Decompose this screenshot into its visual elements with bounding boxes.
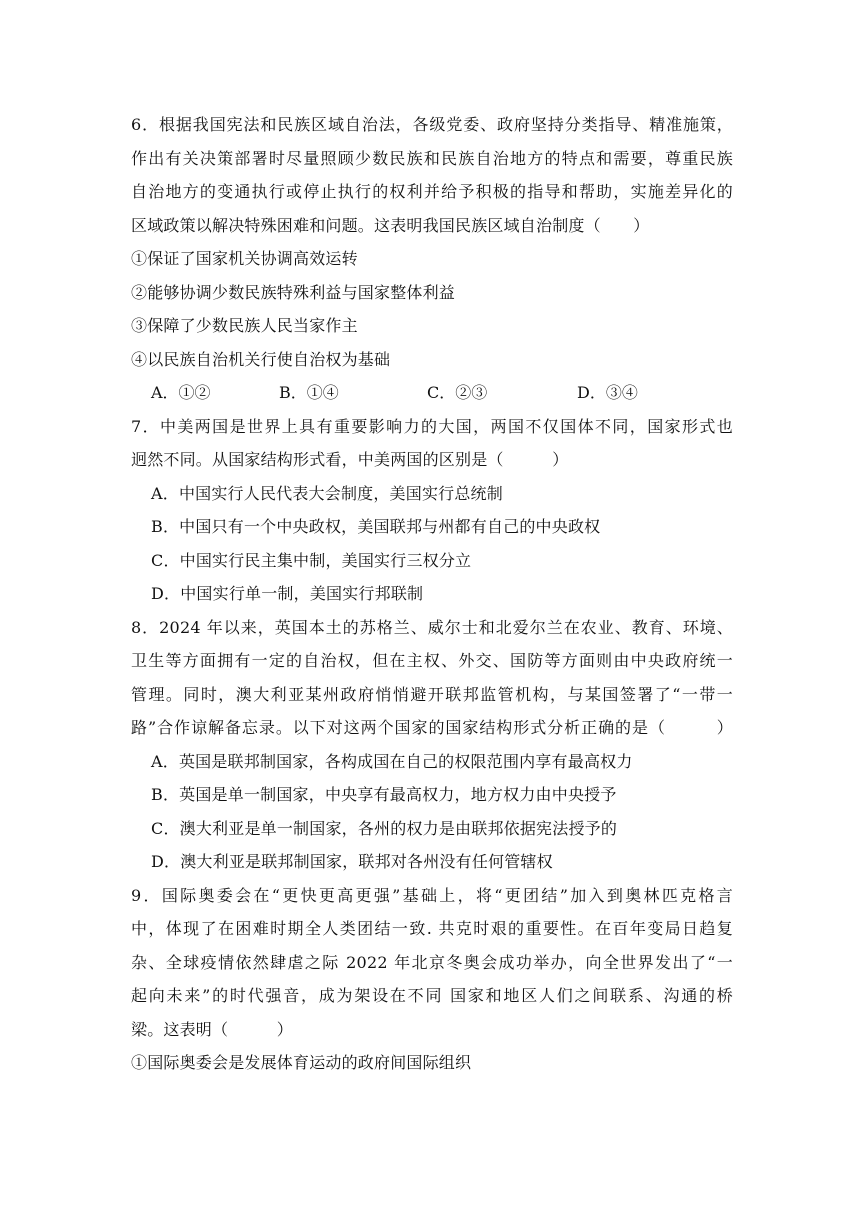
question-8-option-a: A．英国是联邦制国家，各构成国在自己的权限范围内享有最高权力 (151, 751, 633, 771)
question-7-option-c: C．中国实行民主集中制，美国实行三权分立 (151, 550, 472, 570)
question-6-options (131, 376, 733, 410)
question-6-statement-1: ①保证了国家机关协调高效运转 (131, 249, 358, 268)
question-8-stem-line: 卫生等方面拥有一定的自治权，但在主权、外交、国防等方面则由中央政府统一 (131, 651, 733, 670)
question-6-option-a: A．①② (151, 383, 211, 402)
question-6 (131, 108, 733, 410)
question-9-statement-1: ①国际奥委会是发展体育运动的政府间国际组织 (131, 1053, 472, 1072)
question-6-statement-4: ④以民族自治机关行使自治权为基础 (131, 349, 391, 369)
question-9-stem-line: 杂、全球疫情依然肆虐之际 2022 年北京冬奥会成功举办，向全世界发出了“一 (131, 952, 733, 972)
question-6-stem-line: 作出有关决策部署时尽量照顾少数民族和民族自治地方的特点和需要，尊重民族 (131, 148, 733, 168)
question-9-stem-line: 起向未来”的时代强音，成为架设在不同 国家和地区人们之间联系、沟通的桥 (131, 986, 733, 1005)
question-9-stem-line: 9．国际奥委会在“更快更高更强”基础上，将“更团结”加入到奥林匹克格言 (131, 885, 733, 905)
question-8 (131, 611, 733, 879)
question-7 (131, 410, 733, 611)
question-8-stem-line: 路”合作谅解备忘录。以下对这两个国家的国家结构形式分析正确的是（ ） (131, 718, 733, 737)
question-7-option-a: A．中国实行人民代表大会制度，美国实行总统制 (151, 483, 503, 503)
question-6-option-d: D．③④ (577, 383, 638, 402)
question-8-stem-line: 管理。同时，澳大利亚某州政府悄悄避开联邦监管机构，与某国签署了“一带一 (131, 684, 733, 704)
question-6-stem-line: 区域政策以解决特殊困难和问题。这表明我国民族区域自治制度（ ） (131, 215, 650, 235)
question-8-stem-line: 8．2024 年以来，英国本土的苏格兰、威尔士和北爱尔兰在农业、教育、环境、 (131, 617, 733, 637)
question-6-option-b: B．①④ (279, 383, 339, 402)
question-6-option-c: C．②③ (427, 383, 488, 402)
question-6-statement-3: ③保障了少数民族人民当家作主 (131, 316, 358, 335)
question-6-stem-line: 自治地方的变通执行或停止执行的权利并给予积极的指导和帮助，实施差异化的 (131, 182, 733, 201)
question-8-option-b: B．英国是单一制国家，中央享有最高权力，地方权力由中央授予 (151, 785, 617, 804)
question-8-option-c: C．澳大利亚是单一制国家，各州的权力是由联邦依据宪法授予的 (151, 818, 618, 838)
question-9-stem-line: 中，体现了在困难时期全人类团结一致. 共克时艰的重要性。在百年变局日趋复 (131, 919, 733, 938)
question-7-option-b: B．中国只有一个中央政权，美国联邦与州都有自己的中央政权 (151, 517, 601, 536)
question-6-stem-line: 6．根据我国宪法和民族区域自治法，各级党委、政府坚持分类指导、精准施策， (131, 115, 733, 134)
question-7-option-d: D．中国实行单一制，美国实行邦联制 (151, 584, 424, 603)
question-7-stem-line: 7．中美两国是世界上具有重要影响力的大国，两国不仅国体不同，国家形式也 (131, 416, 733, 436)
question-content (131, 108, 733, 1080)
question-9-stem-line: 梁。这表明（ ） (131, 1019, 294, 1039)
question-7-stem-line: 迥然不同。从国家结构形式看，中美两国的区别是（ ） (131, 450, 569, 469)
question-6-statement-2: ②能够协调少数民族特殊利益与国家整体利益 (131, 282, 456, 302)
question-9 (131, 879, 733, 1080)
question-8-option-d: D．澳大利亚是联邦制国家，联邦对各州没有任何管辖权 (151, 852, 553, 871)
